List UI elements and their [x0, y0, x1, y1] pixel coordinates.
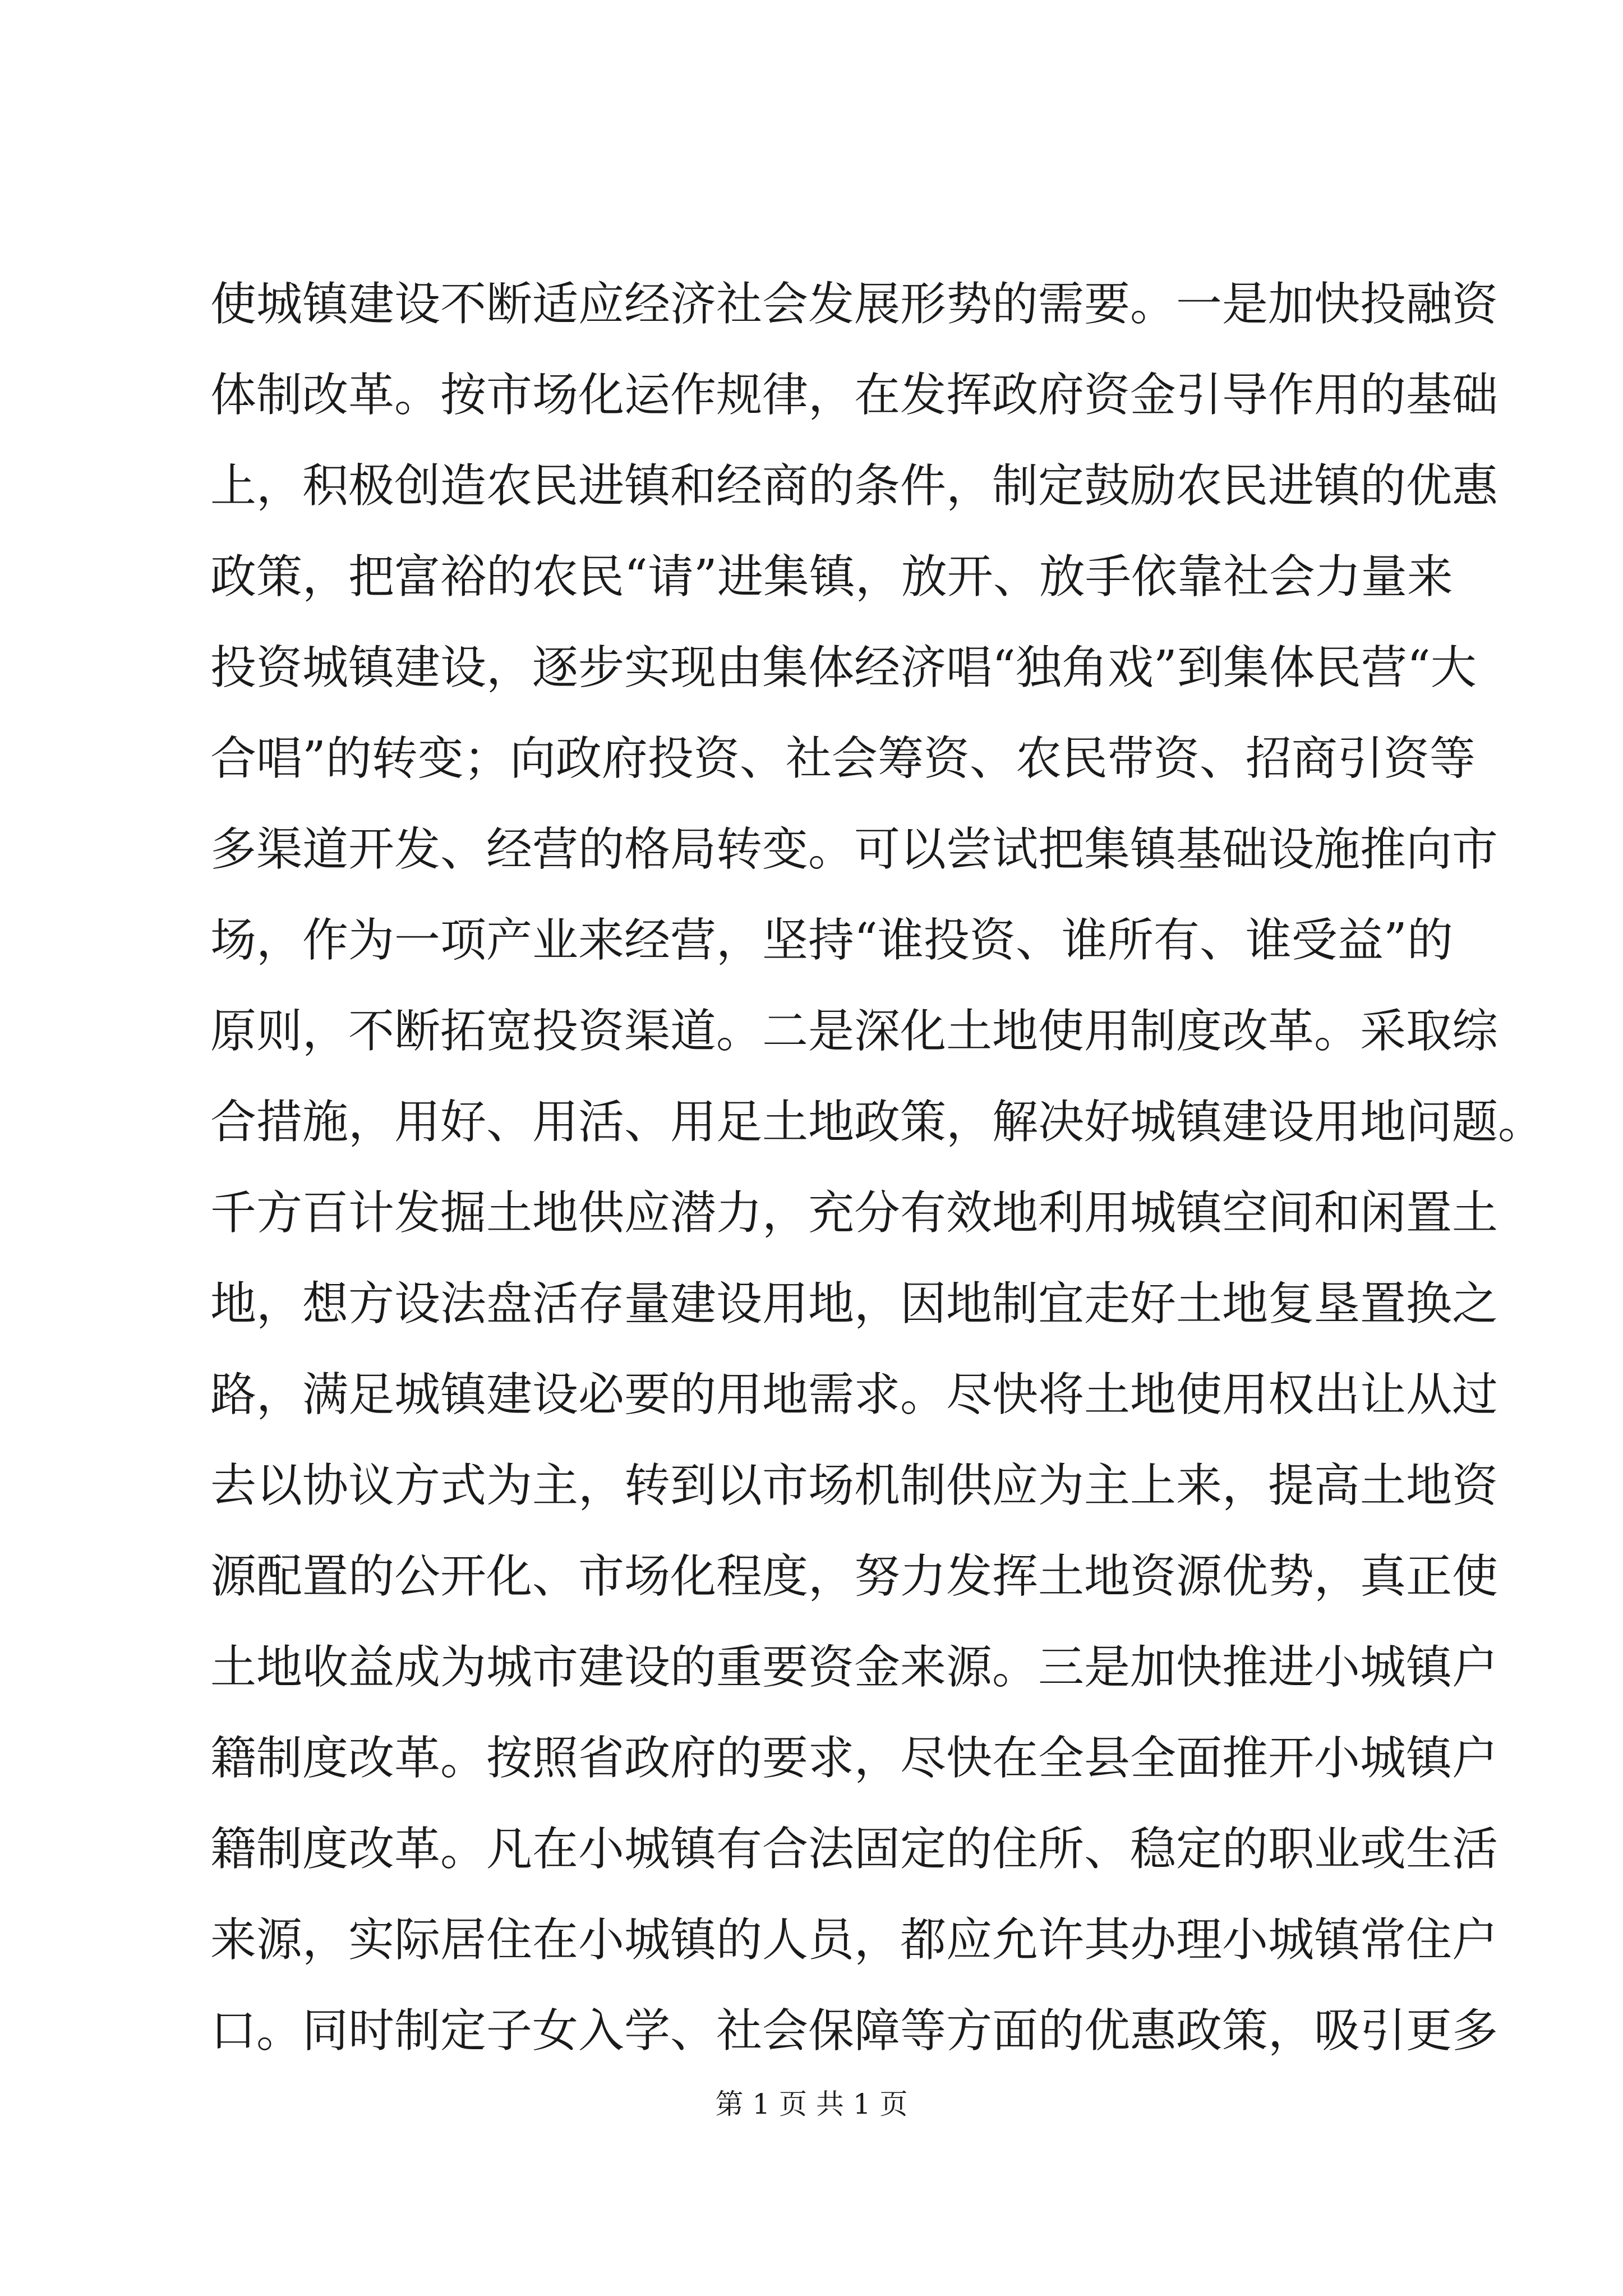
- text-line: 口。同时制定子女入学、社会保障等方面的优惠政策，吸引更多: [210, 2004, 1498, 2058]
- page-footer: 第 1 页 共 1 页: [715, 2088, 908, 2120]
- text-line: 籍制度改革。按照省政府的要求，尽快在全县全面推开小城镇户: [210, 1732, 1498, 1785]
- body-paragraph: [210, 259, 1544, 2077]
- text-line: 土地收益成为城市建设的重要资金来源。三是加快推进小城镇户: [210, 1641, 1498, 1694]
- text-line: 体制改革。按市场化运作规律，在发挥政府资金引导作用的基础: [210, 369, 1498, 422]
- text-line: 路，满足城镇建设必要的用地需求。尽快将土地使用权出让从过: [210, 1368, 1498, 1421]
- text-line: 合措施，用好、用活、用足土地政策，解决好城镇建设用地问题。: [210, 1096, 1544, 1149]
- text-line: 去以协议方式为主，转到以市场机制供应为主上来，提高土地资: [210, 1459, 1498, 1512]
- text-line: 多渠道开发、经营的格局转变。可以尝试把集镇基础设施推向市: [210, 823, 1498, 876]
- text-line: 合唱”的转变；向政府投资、社会筹资、农民带资、招商引资等: [210, 732, 1476, 785]
- text-line: 场，作为一项产业来经营，坚持“谁投资、谁所有、谁受益”的: [210, 914, 1453, 967]
- text-line: 源配置的公开化、市场化程度，努力发挥土地资源优势，真正使: [210, 1550, 1498, 1603]
- text-line: 籍制度改革。凡在小城镇有合法固定的住所、稳定的职业或生活: [210, 1823, 1498, 1876]
- text-line: 原则，不断拓宽投资渠道。二是深化土地使用制度改革。采取综: [210, 1005, 1498, 1058]
- text-line: 投资城镇建设，逐步实现由集体经济唱“独角戏”到集体民营“大: [210, 641, 1477, 694]
- text-line: 来源，实际居住在小城镇的人员，都应允许其办理小城镇常住户: [210, 1913, 1498, 1967]
- text-line: 政策，把富裕的农民“请”进集镇，放开、放手依靠社会力量来: [210, 550, 1453, 604]
- text-line: 地，想方设法盘活存量建设用地，因地制宜走好土地复垦置换之: [210, 1277, 1498, 1331]
- text-line: 千方百计发掘土地供应潜力，充分有效地利用城镇空间和闲置土: [210, 1186, 1498, 1240]
- text-line: 使城镇建设不断适应经济社会发展形势的需要。一是加快投融资: [210, 278, 1498, 331]
- text-line: 上，积极创造农民进镇和经商的条件，制定鼓励农民进镇的优惠: [210, 459, 1498, 513]
